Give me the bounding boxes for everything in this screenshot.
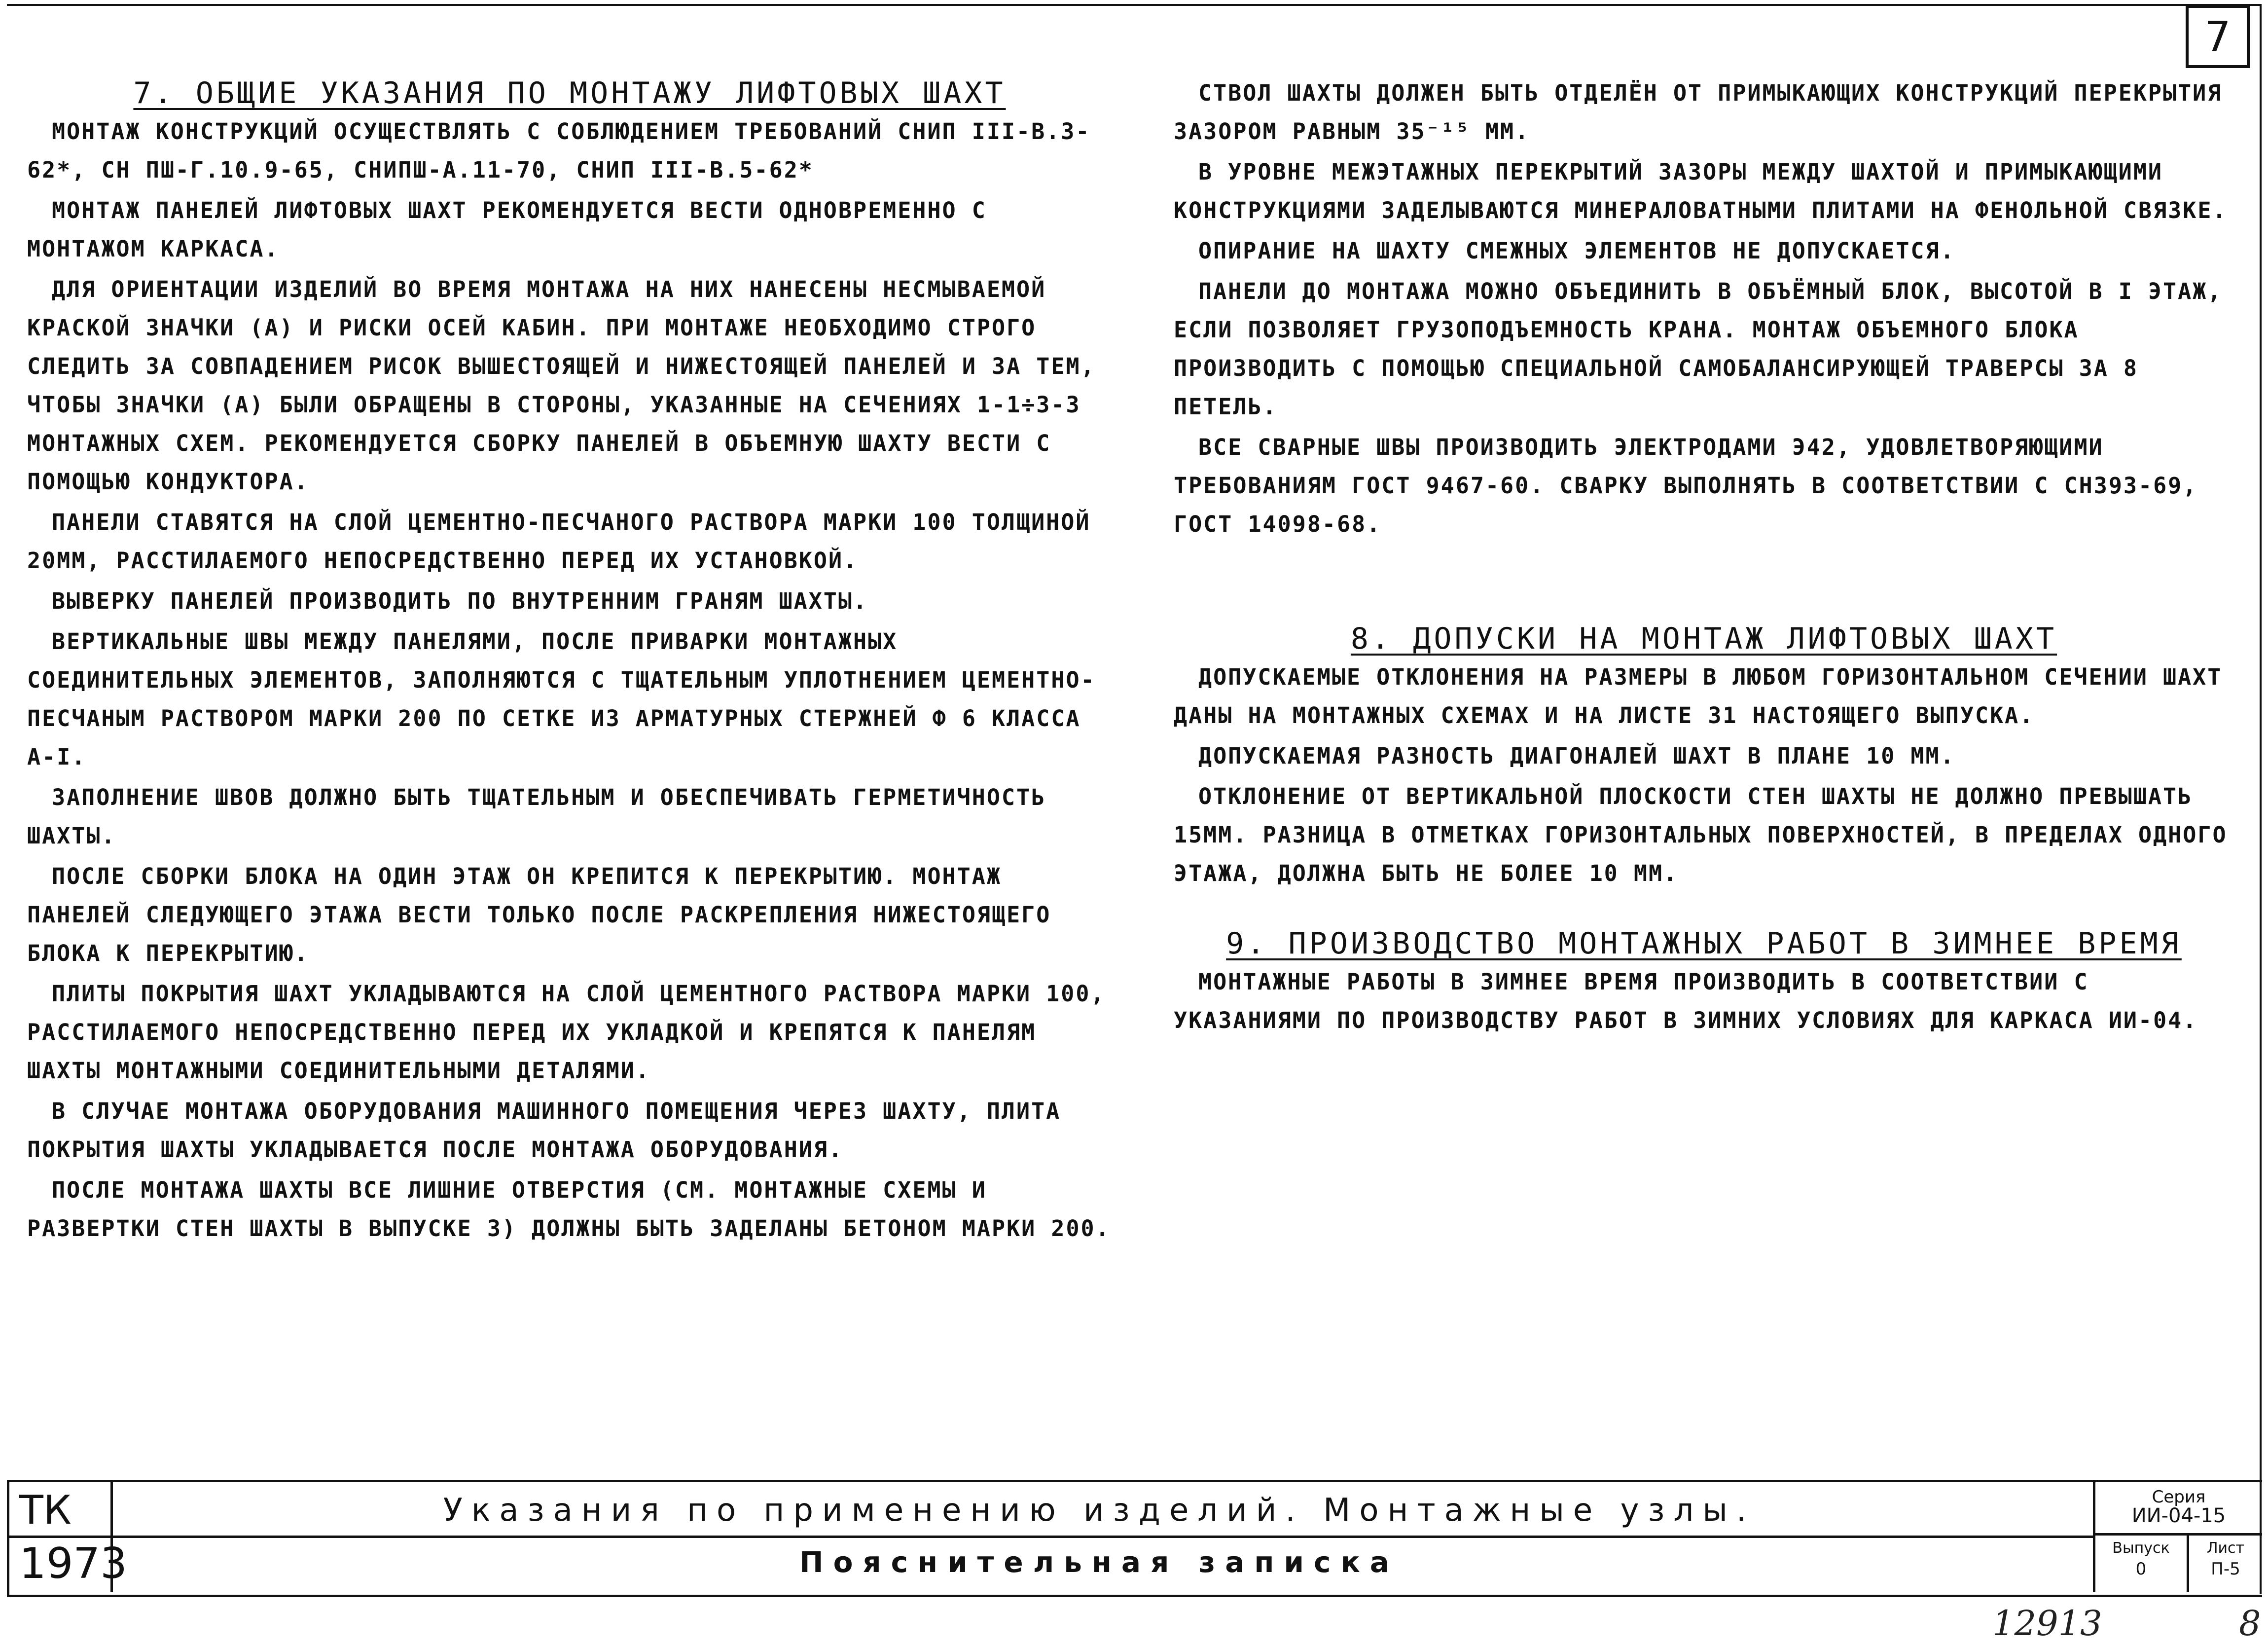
paragraph: СТВОЛ ШАХТЫ ДОЛЖЕН БЫТЬ ОТДЕЛЁН ОТ ПРИМЫКАЮЩИХ КОНСТРУКЦИЙ ПЕРЕКРЫТИЯ ЗАЗОРОМ РАВНЫМ 35⁻¹⁵ ММ. — [1174, 80, 2223, 145]
sheet-value: П-5 — [2211, 1559, 2240, 1579]
paragraph: ПЛИТЫ ПОКРЫТИЯ ШАХТ УКЛАДЫВАЮТСЯ НА СЛОЙ ЦЕМЕНТНОГО РАСТВОРА МАРКИ 100, РАССТИЛАЕМОГО НЕПОСРЕДСТВЕННО ПЕРЕД ИХ УКЛАДКОЙ И КРЕПЯТСЯ К ПАНЕЛЯМ ШАХТЫ МОНТАЖНЫМИ СОЕДИНИТЕЛЬНЫМИ ДЕТАЛЯМИ. — [27, 981, 1106, 1084]
document-title: Указания по применению изделий. Монтажные узлы. — [443, 1492, 1756, 1529]
paragraph: ВЕРТИКАЛЬНЫЕ ШВЫ МЕЖДУ ПАНЕЛЯМИ, ПОСЛЕ ПРИВАРКИ МОНТАЖНЫХ СОЕДИНИТЕЛЬНЫХ ЭЛЕМЕНТОВ, ЗАПОЛНЯЮТСЯ С ТЩАТЕЛЬНЫМ УПЛОТНЕНИЕМ ЦЕМЕНТНО-ПЕСЧАНЫМ РАСТВОРОМ МАРКИ 200 ПО СЕТКЕ ИЗ АРМАТУРНЫХ СТЕРЖНЕЙ Ф 6 КЛАССА А-I. — [27, 628, 1096, 770]
paragraph: МОНТАЖНЫЕ РАБОТЫ В ЗИМНЕЕ ВРЕМЯ ПРОИЗВОДИТЬ В СООТВЕТСТВИИ С УКАЗАНИЯМИ ПО ПРОИЗВОДСТВУ РАБОТ В ЗИМНИХ УСЛОВИЯХ ДЛЯ КАРКАСА ИИ-04. — [1174, 969, 2198, 1033]
paragraph: ПАНЕЛИ СТАВЯТСЯ НА СЛОЙ ЦЕМЕНТНО-ПЕСЧАНОГО РАСТВОРА МАРКИ 100 ТОЛЩИНОЙ 20ММ, РАССТИЛАЕМОГО НЕПОСРЕДСТВЕННО ПЕРЕД ИХ УСТАНОВКОЙ. — [27, 509, 1091, 574]
paragraph: ПОСЛЕ СБОРКИ БЛОКА НА ОДИН ЭТАЖ ОН КРЕПИТСЯ К ПЕРЕКРЫТИЮ. МОНТАЖ ПАНЕЛЕЙ СЛЕДУЮЩЕГО ЭТАЖА ВЕСТИ ТОЛЬКО ПОСЛЕ РАСКРЕПЛЕНИЯ НИЖЕСТОЯЩЕГО БЛОКА К ПЕРЕКРЫТИЮ. — [27, 863, 1051, 966]
corner-mark: 8 — [2239, 1603, 2261, 1644]
section-8-title: 8. ДОПУСКИ НА МОНТАЖ ЛИФТОВЫХ ШАХТ — [1350, 622, 2057, 656]
series-box — [2093, 1482, 2265, 1592]
paragraph: МОНТАЖ ПАНЕЛЕЙ ЛИФТОВЫХ ШАХТ РЕКОМЕНДУЕТСЯ ВЕСТИ ОДНОВРЕМЕННО С МОНТАЖОМ КАРКАСА. — [27, 197, 987, 262]
paragraph: ОТКЛОНЕНИЕ ОТ ВЕРТИКАЛЬНОЙ ПЛОСКОСТИ СТЕН ШАХТЫ НЕ ДОЛЖНО ПРЕВЫШАТЬ 15ММ. РАЗНИЦА В ОТМЕТКАХ ГОРИЗОНТАЛЬНЫХ ПОВЕРХНОСТЕЙ, В ПРЕДЕЛАХ ОДНОГО ЭТАЖА, ДОЛЖНА БЫТЬ НЕ БОЛЕЕ 10 ММ. — [1174, 783, 2228, 886]
paragraph: ЗАПОЛНЕНИЕ ШВОВ ДОЛЖНО БЫТЬ ТЩАТЕЛЬНЫМ И ОБЕСПЕЧИВАТЬ ГЕРМЕТИЧНОСТЬ ШАХТЫ. — [27, 784, 1046, 849]
right-column — [1174, 74, 2234, 1042]
paragraph: ВЫВЕРКУ ПАНЕЛЕЙ ПРОИЗВОДИТЬ ПО ВНУТРЕННИМ ГРАНЯМ ШАХТЫ. — [52, 588, 868, 614]
series-value: ИИ-04-15 — [2131, 1504, 2226, 1527]
section-9-title: 9. ПРОИЗВОДСТВО МОНТАЖНЫХ РАБОТ В ЗИМНЕЕ ВРЕМЯ — [1226, 926, 2182, 961]
paragraph: ДЛЯ ОРИЕНТАЦИИ ИЗДЕЛИЙ ВО ВРЕМЯ МОНТАЖА НА НИХ НАНЕСЕНЫ НЕСМЫВАЕМОЙ КРАСКОЙ ЗНАЧКИ (А) И РИСКИ ОСЕЙ КАБИН. ПРИ МОНТАЖЕ НЕОБХОДИМО СТРОГО СЛЕДИТЬ ЗА СОВПАДЕНИЕМ РИСОК ВЫШЕСТОЯЩЕЙ И НИЖЕСТОЯЩЕЙ ПАНЕЛЕЙ И ЗА ТЕМ, ЧТОБЫ ЗНАЧКИ (А) БЫЛИ ОБРАЩЕНЫ В СТОРОНЫ, УКАЗАННЫЕ НА СЕЧЕНИЯХ 1-1÷3-3 МОНТАЖНЫХ СХЕМ. РЕКОМЕНДУЕТСЯ СБОРКУ ПАНЕЛЕЙ В ОБЪЕМНУЮ ШАХТУ ВЕСТИ С ПОМОЩЬЮ КОНДУКТОРА. — [27, 276, 1096, 495]
paragraph: ДОПУСКАЕМЫЕ ОТКЛОНЕНИЯ НА РАЗМЕРЫ В ЛЮБОМ ГОРИЗОНТАЛЬНОМ СЕЧЕНИИ ШАХТ ДАНЫ НА МОНТАЖНЫХ СХЕМАХ И НА ЛИСТЕ 31 НАСТОЯЩЕГО ВЫПУСКА. — [1174, 664, 2223, 729]
paragraph: ПАНЕЛИ ДО МОНТАЖА МОЖНО ОБЪЕДИНИТЬ В ОБЪЁМНЫЙ БЛОК, ВЫСОТОЙ В I ЭТАЖ, ЕСЛИ ПОЗВОЛЯЕТ ГРУЗОПОДЪЕМНОСТЬ КРАНА. МОНТАЖ ОБЪЕМНОГО БЛОКА ПРОИЗВОДИТЬ С ПОМОЩЬЮ СПЕЦИАЛЬНОЙ САМОБАЛАНСИРУЮЩЕЙ ТРАВЕРСЫ ЗА 8 ПЕТЕЛЬ. — [1174, 278, 2223, 420]
page-number: 7 — [2186, 5, 2250, 68]
spacer — [1174, 895, 2234, 924]
document-code: ТК — [19, 1487, 72, 1533]
document-year: 1973 — [19, 1539, 127, 1588]
issue-value: 0 — [2135, 1559, 2147, 1579]
paragraph: ДОПУСКАЕМАЯ РАЗНОСТЬ ДИАГОНАЛЕЙ ШАХТ В ПЛАНЕ 10 ММ. — [1198, 743, 1955, 769]
series-label: Серия — [2152, 1487, 2206, 1507]
paragraph: В УРОВНЕ МЕЖЭТАЖНЫХ ПЕРЕКРЫТИЙ ЗАЗОРЫ МЕЖДУ ШАХТОЙ И ПРИМЫКАЮЩИМИ КОНСТРУКЦИЯМИ ЗАДЕЛЫВАЮТСЯ МИНЕРАЛОВАТНЫМИ ПЛИТАМИ НА ФЕНОЛЬНОЙ СВЯЗКЕ. — [1174, 159, 2228, 223]
paragraph: МОНТАЖ КОНСТРУКЦИЙ ОСУЩЕСТВЛЯТЬ С СОБЛЮДЕНИЕМ ТРЕБОВАНИЙ СНИП III-В.3-62*, СН ПШ-Г.10.9-65, СНИПШ-А.11-70, СНИП III-В.5-62* — [27, 118, 1091, 183]
paragraph: В СЛУЧАЕ МОНТАЖА ОБОРУДОВАНИЯ МАШИННОГО ПОМЕЩЕНИЯ ЧЕРЕЗ ШАХТУ, ПЛИТА ПОКРЫТИЯ ШАХТЫ УКЛАДЫВАЕТСЯ ПОСЛЕ МОНТАЖА ОБОРУДОВАНИЯ. — [27, 1098, 1061, 1163]
sheet-label: Лист — [2206, 1539, 2245, 1557]
document-subtitle: Пояснительная записка — [799, 1545, 1399, 1579]
paragraph: ВСЕ СВАРНЫЕ ШВЫ ПРОИЗВОДИТЬ ЭЛЕКТРОДАМИ Э42, УДОВЛЕТВОРЯЮЩИМИ ТРЕБОВАНИЯМ ГОСТ 9467-60. СВАРКУ ВЫПОЛНЯТЬ В СООТВЕТСТВИИ С СН393-69, ГОСТ 14098-68. — [1174, 434, 2198, 537]
paragraph: ОПИРАНИЕ НА ШАХТУ СМЕЖНЫХ ЭЛЕМЕНТОВ НЕ ДОПУСКАЕТСЯ. — [1198, 238, 1955, 264]
paragraph: ПОСЛЕ МОНТАЖА ШАХТЫ ВСЕ ЛИШНИЕ ОТВЕРСТИЯ (СМ. МОНТАЖНЫЕ СХЕМЫ И РАЗВЕРТКИ СТЕН ШАХТЫ В ВЫПУСКЕ 3) ДОЛЖНЫ БЫТЬ ЗАДЕЛАНЫ БЕТОНОМ МАРКИ 200. — [27, 1177, 1111, 1242]
title-block-divider — [9, 1536, 2093, 1538]
issue-label: Выпуск — [2112, 1539, 2170, 1557]
title-block — [7, 1480, 2262, 1597]
series-divider — [2095, 1533, 2262, 1536]
archive-number: 12913 — [1992, 1603, 2102, 1644]
spacer — [1174, 546, 2234, 620]
left-column — [27, 74, 1112, 1250]
section-7-title: 7. ОБЩИЕ УКАЗАНИЯ ПО МОНТАЖУ ЛИФТОВЫХ ШАХТ — [133, 76, 1006, 110]
